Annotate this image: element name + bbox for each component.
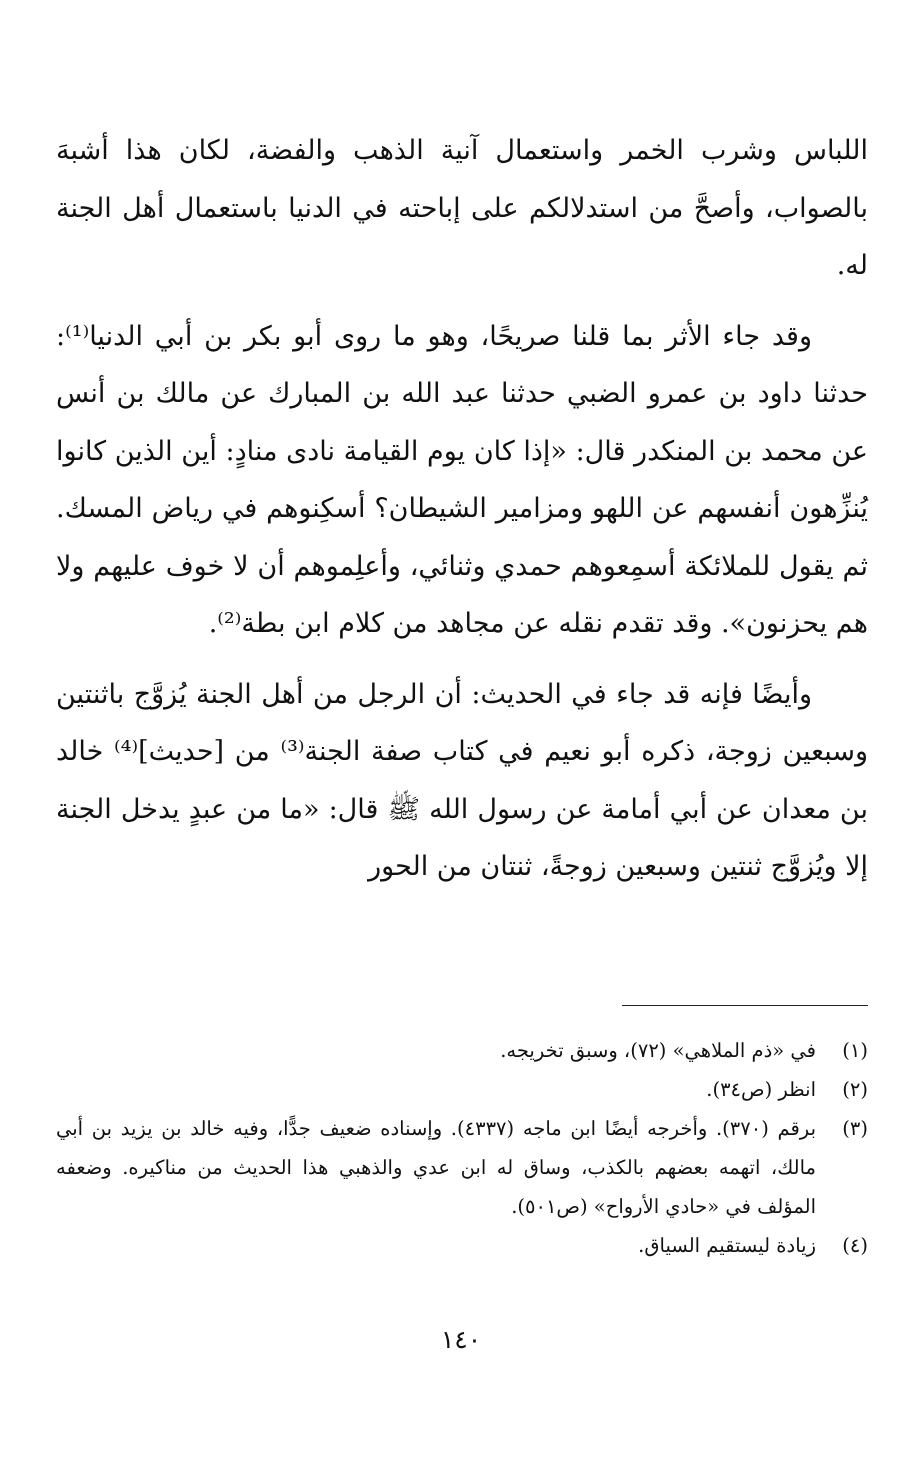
- footnotes: [56, 1031, 868, 1265]
- paragraph: وأيضًا فإنه قد جاء في الحديث: أن الرجل من أهل الجنة يُزوَّج باثنتين وسبعين زوجة، ذكره أبو نعيم في كتاب صفة الجنة⁽³⁾ من [حديث]⁽⁴⁾ خالد بن معدان عن أبي أمامة عن رسول الله ﷺ قال: «ما من عبدٍ يدخل الجنة إلا ويُزوَّج ثنتين وسبعين زوجةً، ثنتان من الحور: [56, 678, 868, 882]
- main-text: [56, 122, 868, 909]
- footnote-text: برقم (٣٧٠). وأخرجه أيضًا ابن ماجه (٤٣٣٧). وإسناده ضعيف جدًّا، وفيه خالد بن يزيد بن أبي مالك، اتهمه بعضهم بالكذب، وساق له ابن عدي والذهبي هذا الحديث من مناكيره. وضعفه المؤلف في «حادي الأرواح» (ص٥٠١).: [56, 1117, 816, 1218]
- footnote-separator: [622, 1005, 868, 1006]
- page-number: ١٤٠: [440, 1325, 482, 1354]
- footnote-number: (١): [842, 1039, 868, 1062]
- paragraph: اللباس وشرب الخمر واستعمال آنية الذهب والفضة، لكان هذا أشبهَ بالصواب، وأصحَّ من استدلالكم على إباحته في الدنيا باستعمال أهل الجنة له.: [56, 135, 868, 281]
- footnote-number: (٤): [842, 1234, 868, 1257]
- footnote-number: (٣): [842, 1117, 868, 1140]
- footnote: [56, 1226, 868, 1265]
- paragraph: وقد جاء الأثر بما قلنا صريحًا، وهو ما روى أبو بكر بن أبي الدنيا⁽¹⁾: حدثنا داود بن عمرو الضبي حدثنا عبد الله بن المبارك عن مالك بن أنس عن محمد بن المنكدر قال: «إذا كان يوم القيامة نادى منادٍ: أين الذين كانوا يُنزِّهون أنفسهم عن اللهو ومزامير الشيطان؟ أسكِنوهم في رياض المسك. ثم يقول للملائكة أسمِعوهم حمدي وثنائي، وأعلِموهم أن لا خوف عليهم ولا هم يحزنون». وقد تقدم نقله عن مجاهد من كلام ابن بطة⁽²⁾.: [56, 320, 868, 639]
- footnote: [56, 1070, 868, 1109]
- footnote-text: انظر (ص٣٤).: [706, 1078, 816, 1101]
- footnote-text: في «ذم الملاهي» (٧٢)، وسبق تخريجه.: [500, 1039, 816, 1062]
- footnote-text: زيادة ليستقيم السياق.: [638, 1234, 816, 1257]
- footnote-number: (٢): [842, 1078, 868, 1101]
- footnote: [56, 1031, 868, 1070]
- footnote: [56, 1109, 868, 1226]
